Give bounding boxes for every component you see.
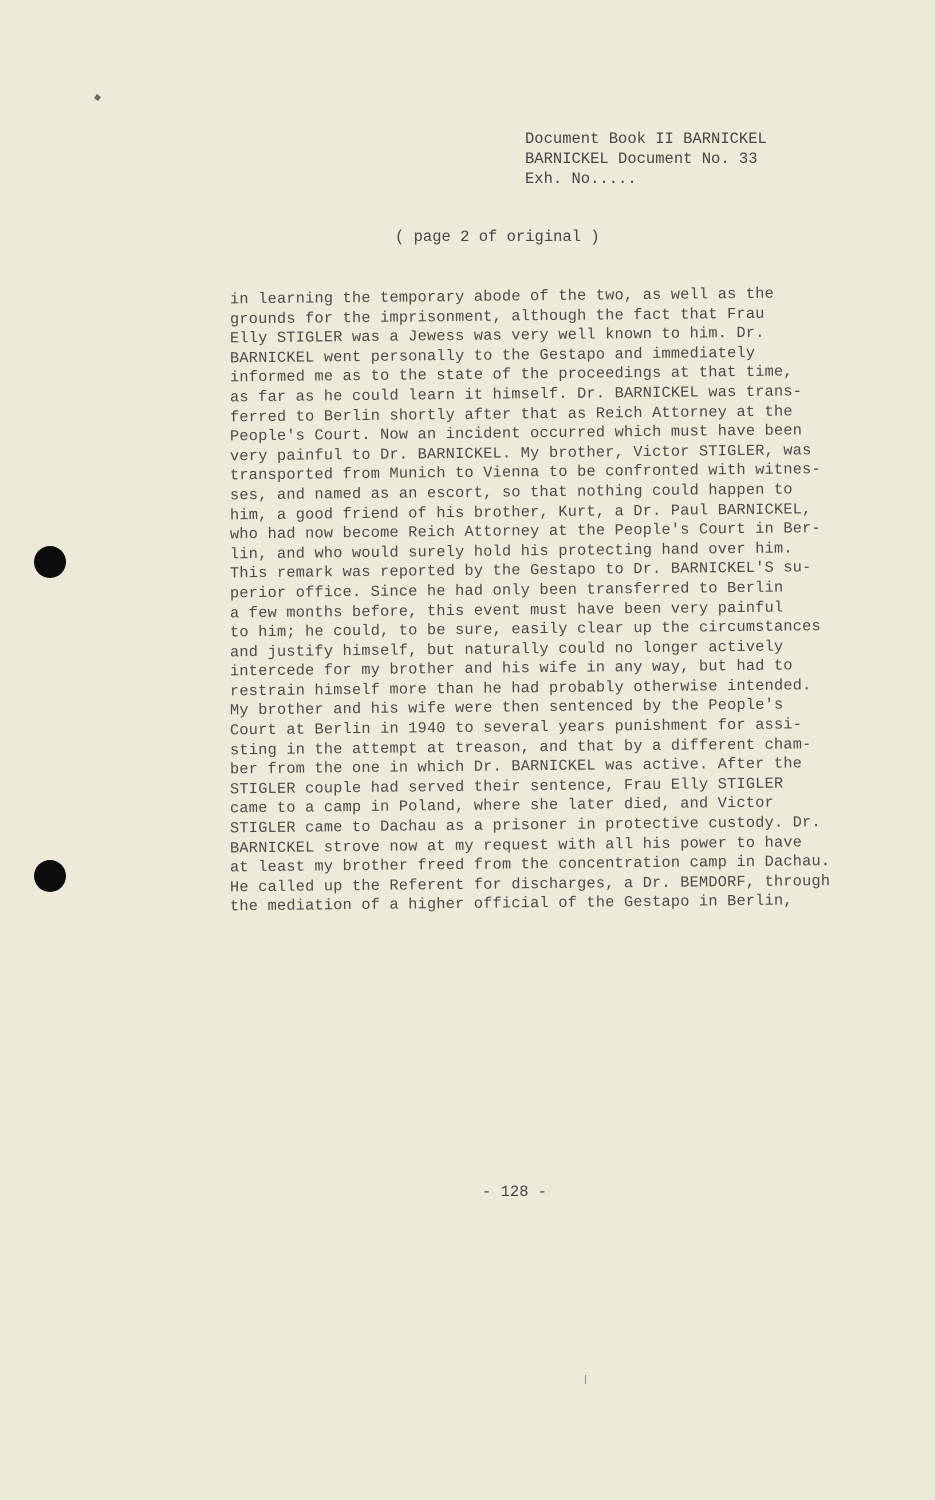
body-line: in learning the temporary abode of the two, as well as the <box>229 284 775 309</box>
body-line: a few months before, this event must have been very painful <box>229 598 784 622</box>
body-line: BARNICKEL strove now at my request with all his power to have <box>229 832 803 857</box>
body-line: as far as he could learn it himself. Dr. BARNICKEL was trans- <box>229 382 803 407</box>
body-line: ferred to Berlin shortly after that as Reich Attorney at the <box>229 402 793 426</box>
body-line: perior office. Since he had only been transferred to Berlin <box>229 578 784 603</box>
body-line: People's Court. Now an incident occurred which must have been <box>229 421 803 446</box>
body-line: him, a good friend of his brother, Kurt, a Dr. Paul BARNICKEL, <box>229 499 812 524</box>
body-line: grounds for the imprisonment, although the fact that Frau <box>229 304 765 328</box>
body-line: BARNICKEL went personally to the Gestapo and immediately <box>229 343 756 368</box>
body-line: restrain himself more than he had probably otherwise intended. <box>229 676 812 701</box>
body-line: Court at Berlin in 1940 to several years punishment for assi- <box>229 715 803 740</box>
body-line: STIGLER couple had served their sentence, Frau Elly STIGLER <box>229 774 784 799</box>
body-line: informed me as to the state of the proceedings at that time, <box>229 362 793 387</box>
body-line: ber from the one in which Dr. BARNICKEL was active. After the <box>229 754 803 779</box>
body-line: came to a camp in Poland, where she later died, and Victor <box>229 794 775 818</box>
body-line: to him; he could, to be sure, easily clear up the circumstances <box>229 617 821 642</box>
body-text <box>229 284 870 916</box>
body-line: who had now become Reich Attorney at the People's Court in Ber- <box>229 519 821 544</box>
body-line: sting in the attempt at treason, and that by a different cham- <box>229 734 812 760</box>
body-line: transported from Munich to Vienna to be confronted with witnes- <box>229 460 821 485</box>
body-line: the mediation of a higher official of the Gestapo in Berlin, <box>229 891 793 916</box>
body-line: at least my brother freed from the concentration camp in Dachau. <box>229 852 831 877</box>
punch-hole-top <box>34 546 66 578</box>
header-exhibit-number: Exh. No..... <box>525 170 637 188</box>
body-line: My brother and his wife were then sentenced by the People's <box>229 696 784 720</box>
punch-hole-bottom <box>34 860 66 892</box>
paper-mark <box>585 1375 586 1384</box>
body-line: He called up the Referent for discharges, a Dr. BEMDORF, through <box>229 871 831 897</box>
body-line: ses, and named as an escort, so that nothing could happen to <box>229 480 793 505</box>
body-line: This remark was reported by the Gestapo to Dr. BARNICKEL'S su- <box>229 558 812 583</box>
body-line: very painful to Dr. BARNICKEL. My brother, Victor STIGLER, was <box>229 441 812 466</box>
body-line: STIGLER came to Dachau as a prisoner in protective custody. Dr. <box>229 813 821 838</box>
page-number: - 128 - <box>482 1183 548 1201</box>
header-document-number: BARNICKEL Document No. 33 <box>525 150 758 168</box>
page-of-original-note: ( page 2 of original ) <box>395 228 600 246</box>
header-document-book: Document Book II BARNICKEL <box>525 130 767 148</box>
body-line: Elly STIGLER was a Jewess was very well known to him. Dr. <box>229 323 765 348</box>
body-line: and justify himself, but naturally could no longer actively <box>229 637 784 662</box>
body-line: lin, and who would surely hold his protecting hand over him. <box>229 539 793 564</box>
paper-mark <box>94 94 101 101</box>
body-line: intercede for my brother and his wife in any way, but had to <box>229 656 793 681</box>
document-header <box>525 129 767 189</box>
